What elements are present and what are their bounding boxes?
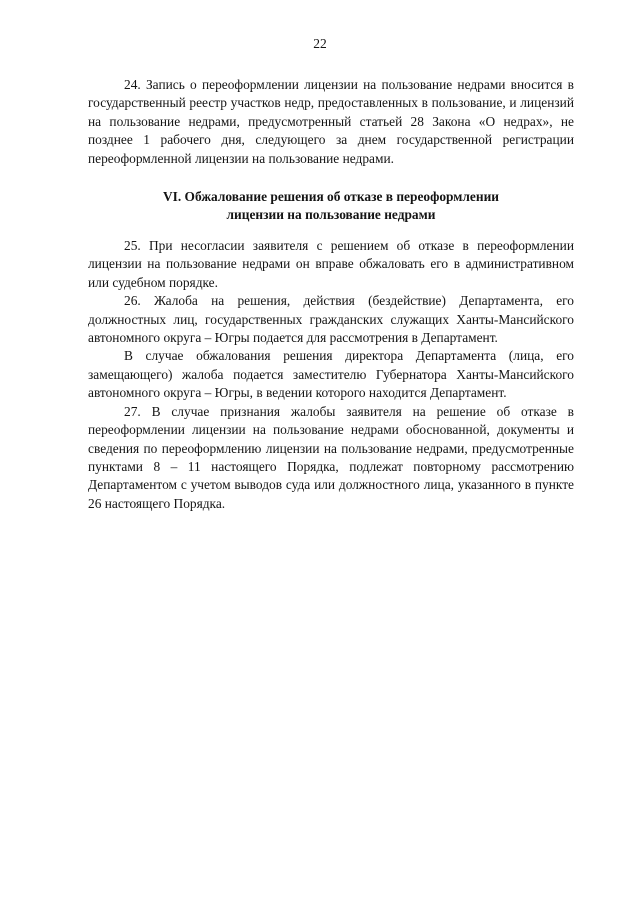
paragraph-27: 27. В случае признания жалобы заявителя на решение об отказе в переоформлении лицензии на пользование недрами обоснованной, документы и сведения по переоформлению лицензии на пользование недрами, предусмотренные пунктами 8 – 11 настоящего Порядка, подлежат повторному рассмотрению Департаментом с учетом выводов суда или должностного лица, указанного в пункте 26 настоящего Порядка. xyxy=(88,403,574,511)
section-heading-line-1: VI. Обжалование решения об отказе в переоформлении xyxy=(162,189,500,205)
section-heading-line-2: лицензии на пользование недрами xyxy=(226,206,436,222)
paragraph-25: 25. При несогласии заявителя с решением об отказе в переоформлении лицензии на пользование недрами он вправе обжаловать его в административном или судебном порядке. xyxy=(88,238,574,290)
paragraph-26-appeal: В случае обжалования решения директора Департамента (лица, его замещающего) жалоба подается заместителю Губернатора Ханты-Мансийского автономного округа – Югры, в ведении которого находится Департамент. xyxy=(88,348,574,401)
section-heading xyxy=(88,188,574,223)
paragraph-26: 26. Жалоба на решения, действия (бездействие) Департамента, его должностных лиц, государственных гражданских служащих Ханты-Мансийского автономного округа – Югры подается для рассмотрения в Департамент. xyxy=(88,293,574,346)
page-number: 22 xyxy=(313,36,327,51)
paragraph-24: 24. Запись о переоформлении лицензии на пользование недрами вносится в государственный реестр участков недр, предоставленных в пользование, и лицензий на пользование недрами, предусмотренный статьей 28 Закона «О недрах», не позднее 1 рабочего дня, следующего за днем государственной регистрации переоформленной лицензии на пользование недрами. xyxy=(88,77,574,166)
document-body xyxy=(88,76,574,513)
